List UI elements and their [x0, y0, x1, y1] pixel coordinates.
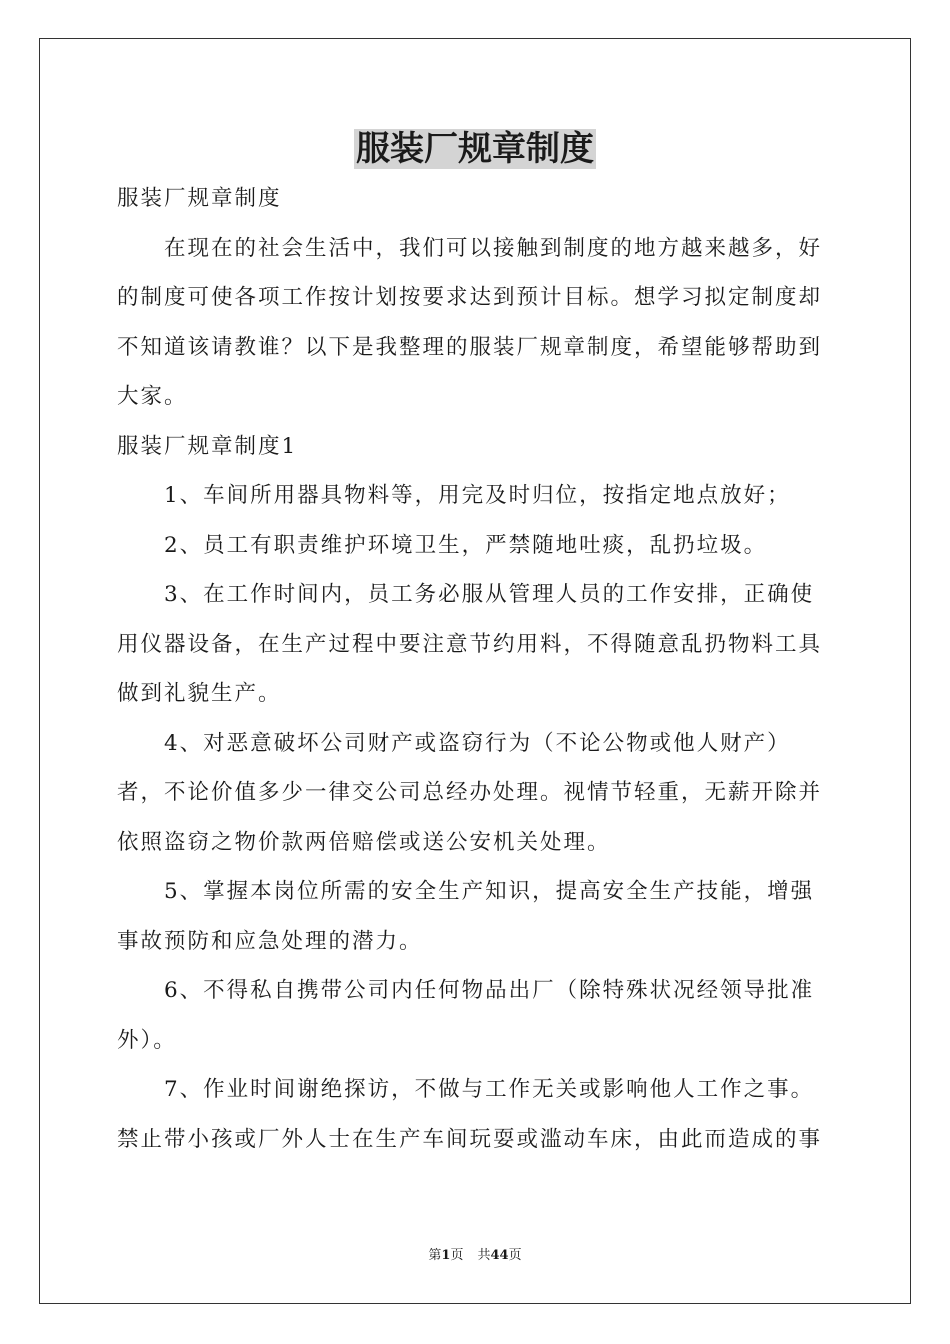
section-heading: 服装厂规章制度1	[117, 433, 298, 459]
total-page-count: 44	[490, 1248, 509, 1263]
page-prefix: 第	[428, 1248, 442, 1263]
intro-paragraph: 在现在的社会生活中，我们可以接触到制度的地方越来越多，好的制度可使各项工作按计划按要求达到预计目标。想学习拟定制度却不知道该请教谁？以下是我整理的服装厂规章制度，希望能够帮助到大家。	[117, 235, 823, 409]
rule-paragraph: 6、不得私自携带公司内任何物品出厂（除特殊状况经领导批准外）。	[117, 978, 815, 1053]
rule-paragraph: 1、车间所用器具物料等，用完及时归位，按指定地点放好；	[164, 483, 791, 508]
rule-paragraph: 3、在工作时间内，员工务必服从管理人员的工作安排，正确使用仪器设备，在生产过程中要注意节约用料，不得随意乱扔物料工具做到礼貌生产。	[117, 582, 823, 706]
current-page-number: 1	[441, 1248, 451, 1263]
total-prefix: 共	[477, 1248, 491, 1263]
document-title-text: 服装厂规章制度	[356, 129, 594, 169]
page-footer	[0, 1246, 950, 1266]
document-title	[0, 126, 950, 172]
page-suffix: 页	[450, 1248, 464, 1263]
total-suffix: 页	[508, 1248, 522, 1263]
rule-paragraph: 4、对恶意破坏公司财产或盗窃行为（不论公物或他人财产）者，不论价值多少一律交公司总经办处理。视情节轻重，无薪开除并依照盗窃之物价款两倍赔偿或送公安机关处理。	[117, 730, 823, 855]
section-heading: 服装厂规章制度	[117, 186, 282, 211]
rule-paragraph: 7、作业时间谢绝探访，不做与工作无关或影响他人工作之事。禁止带小孩或厂外人士在生产车间玩耍或滥动车床，由此而造成的事	[117, 1077, 823, 1152]
rule-paragraph: 2、员工有职责维护环境卫生，严禁随地吐痰，乱扔垃圾。	[164, 532, 768, 558]
document-body	[117, 174, 837, 1164]
rule-paragraph: 5、掌握本岗位所需的安全生产知识，提高安全生产技能，增强事故预防和应急处理的潜力。	[117, 879, 815, 954]
